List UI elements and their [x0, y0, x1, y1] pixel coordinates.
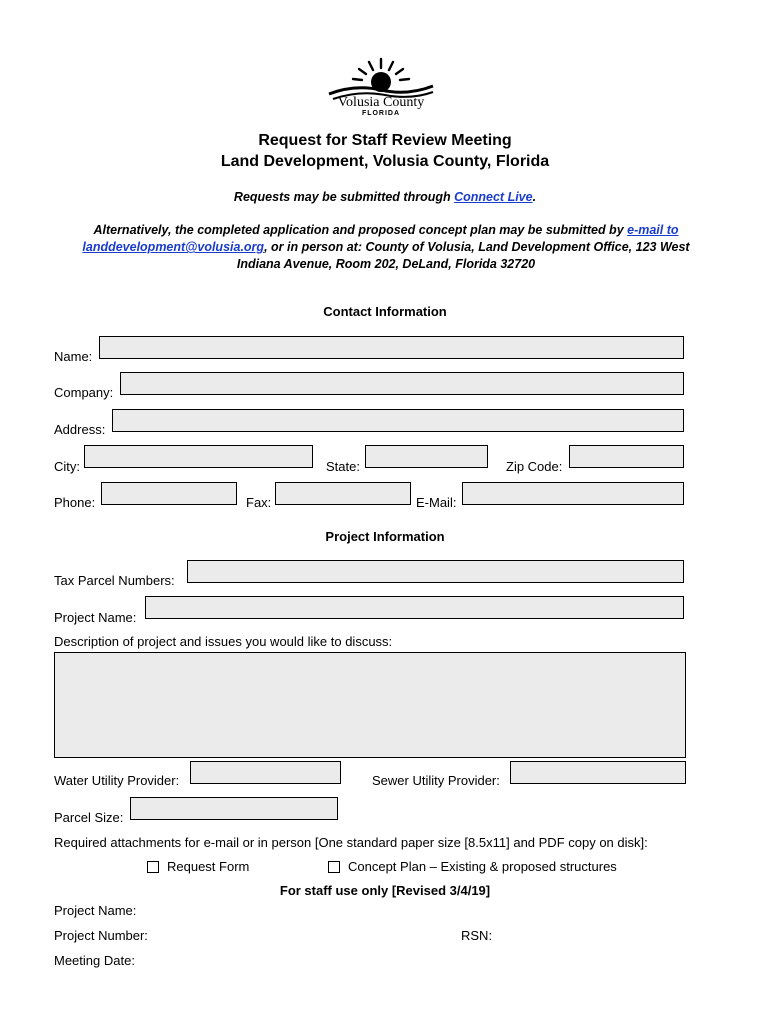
staff-project-name-label: Project Name: [54, 903, 137, 918]
tax-parcel-label: Tax Parcel Numbers: [54, 573, 175, 588]
city-field[interactable] [84, 445, 313, 468]
description-label: Description of project and issues you would like to discuss: [54, 634, 393, 649]
company-field[interactable] [120, 372, 684, 395]
email-field[interactable] [462, 482, 684, 505]
title-line-1: Request for Staff Review Meeting [258, 132, 512, 149]
logo-sub: FLORIDA [361, 110, 401, 117]
staff-heading: For staff use only [Revised 3/4/19] [279, 883, 491, 898]
phone-field[interactable] [101, 482, 237, 505]
staff-project-number-label: Project Number: [54, 928, 148, 943]
project-name-label: Project Name: [54, 610, 137, 625]
concept-plan-option[interactable]: Concept Plan – Existing & proposed structures [328, 859, 617, 874]
contact-heading: Contact Information [323, 304, 447, 319]
company-label: Company: [54, 385, 114, 400]
parcel-size-field[interactable] [130, 797, 338, 820]
name-label: Name: [54, 349, 93, 364]
zip-label: Zip Code: [506, 459, 563, 474]
parcel-size-label: Parcel Size: [54, 810, 124, 825]
zip-field[interactable] [569, 445, 684, 468]
state-label: State: [326, 459, 360, 474]
email-link[interactable]: e-mail to landdevelopment@volusia.org [82, 223, 679, 254]
description-field[interactable] [54, 652, 686, 758]
water-utility-label: Water Utility Provider: [54, 773, 180, 788]
county-logo [325, 56, 437, 118]
submit-note: Requests may be submitted through Connect Live. [233, 190, 537, 204]
staff-rsn-label: RSN: [461, 928, 493, 943]
sewer-utility-field[interactable] [510, 761, 686, 784]
phone-label: Phone: [54, 495, 96, 510]
city-label: City: [54, 459, 80, 474]
request-form-checkbox[interactable] [147, 861, 159, 873]
concept-plan-checkbox[interactable] [328, 861, 340, 873]
email-label: E-Mail: [416, 495, 457, 510]
project-heading: Project Information [325, 529, 445, 544]
address-field[interactable] [112, 409, 684, 432]
logo-name: Volusia County [337, 95, 425, 110]
water-utility-field[interactable] [190, 761, 341, 784]
fax-field[interactable] [275, 482, 411, 505]
sewer-utility-label: Sewer Utility Provider: [372, 773, 500, 788]
attachments-label: Required attachments for e-mail or in person [One standard paper size [8.5x11] and PDF copy on disk]: [54, 835, 648, 850]
fax-label: Fax: [246, 495, 272, 510]
name-field[interactable] [99, 336, 684, 359]
tax-parcel-field[interactable] [187, 560, 684, 583]
title-line-2: Land Development, Volusia County, Florida [220, 153, 550, 170]
state-field[interactable] [365, 445, 488, 468]
alt-submission-note: Alternatively, the completed application and proposed concept plan may be submitted by e-mail to landdevelopment@volusia.org, or in person at: County of Volusia, Land Development Office, 123 West Indiana Avenue, Room 202, DeLand, Florida 32720 [82, 223, 690, 271]
address-label: Address: [54, 422, 106, 437]
request-form-option[interactable]: Request Form [147, 859, 249, 874]
connect-live-link[interactable]: Connect Live [454, 190, 533, 204]
project-name-field[interactable] [145, 596, 684, 619]
staff-meeting-date-label: Meeting Date: [54, 953, 135, 968]
